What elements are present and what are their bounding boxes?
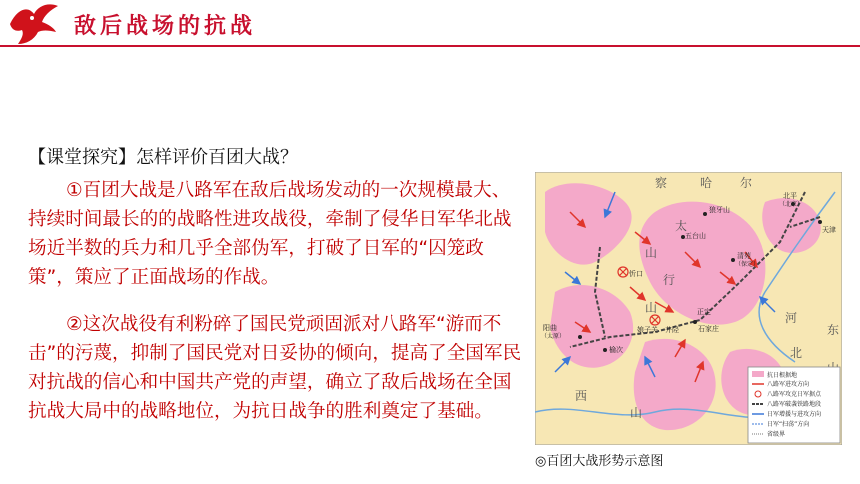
place-beiping: 北平 xyxy=(783,192,797,200)
place-yangqu: 阳曲 xyxy=(543,324,557,332)
paragraph-1 xyxy=(28,176,528,292)
paragraph-2 xyxy=(28,310,528,426)
place-wutaishan: 五台山 xyxy=(685,232,706,240)
header-divider xyxy=(0,45,860,47)
region-label: 察 xyxy=(655,176,668,190)
region-label: 尔 xyxy=(740,176,753,190)
place-qinghuan: 清苑 xyxy=(737,252,751,260)
region-label: 西 xyxy=(575,389,588,403)
region-label: 山 xyxy=(645,301,658,315)
region-label: 河 xyxy=(785,311,798,325)
place-niangziguan: 娘子关 xyxy=(637,326,658,334)
legend-label: 日军增援与进攻方向 xyxy=(767,411,822,418)
region-label: 太 xyxy=(675,219,688,233)
page-title: 敌后战场的抗战 xyxy=(74,14,257,39)
hundred-regiments-map xyxy=(535,172,842,445)
place-yuci: 榆次 xyxy=(609,346,623,354)
legend-label: 抗日根据地 xyxy=(767,372,798,379)
region-label: 行 xyxy=(663,273,676,287)
place-qinghuan-sub: （保定） xyxy=(735,261,760,268)
header-bar xyxy=(0,0,860,48)
place-tianjin: 天津 xyxy=(822,226,836,234)
place-langyashan: 狼牙山 xyxy=(709,206,730,214)
region-label: 哈 xyxy=(700,176,713,190)
map-legend xyxy=(748,367,840,443)
paragraph-1-text: ①百团大战是八路军在敌后战场发动的一次规模最大、持续时间最长的的战略性进攻战役，牵制了侵华日军华北战场近半数的兵力和几乎全部伪军，打破了日军的“囚笼政策”，策应了正面战场的作战。 xyxy=(28,180,512,288)
place-jingxing: 井陉 xyxy=(665,326,679,334)
place-beiping-sub: （北京） xyxy=(779,201,804,208)
region-label: 东 xyxy=(827,323,840,337)
legend-label: 日军“扫荡”方向 xyxy=(767,421,810,428)
region-label: 北 xyxy=(790,346,803,360)
region-label: 山 xyxy=(645,246,658,260)
map-caption: ◎百团大战形势示意图 xyxy=(535,454,664,469)
paragraph-2-text: ②这次战役有利粉碎了国民党顽固派对八路军“游而不击”的污蔑，抑制了国民党对日妥协的倾向，提高了全国军民对抗战的信心和中国共产党的声望，确立了敌后战场在全国抗战大局中的战略地位，为抗日战争的胜利奠定了基础。 xyxy=(28,314,522,422)
region-label: 山 xyxy=(630,406,643,420)
legend-label: 八路军进攻方向 xyxy=(767,381,810,388)
place-shijiazhuang: 石家庄 xyxy=(698,325,719,333)
place-yangqu-sub: （太原） xyxy=(541,333,566,340)
legend-label: 省级界 xyxy=(767,431,786,438)
place-zhengding: 正定 xyxy=(697,308,711,316)
legend-label: 八路军攻克日军据点 xyxy=(767,391,822,398)
red-dove-logo-icon xyxy=(4,2,62,46)
place-xinkou: 忻口 xyxy=(629,270,643,278)
legend-swatch xyxy=(752,371,764,377)
question-heading: 【课堂探究】怎样评价百团大战？ xyxy=(28,147,298,168)
legend-label: 八路军破袭铁路地段 xyxy=(767,401,822,408)
